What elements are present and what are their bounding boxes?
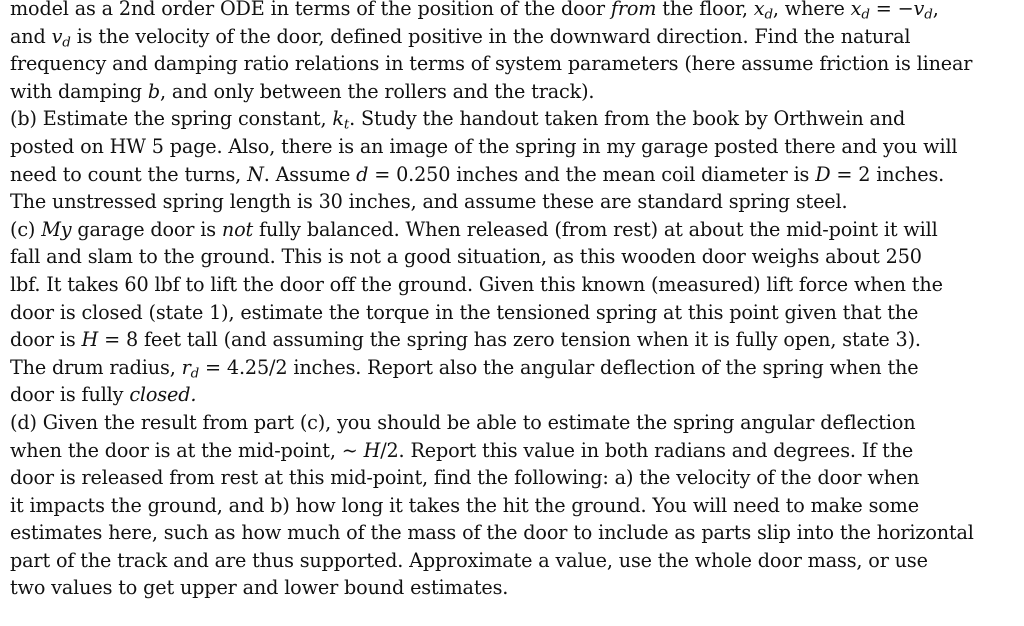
text-line [10, 574, 1014, 602]
text-segment: = 2 inches. [830, 162, 945, 186]
text-line [10, 547, 1014, 575]
text-line [10, 299, 1014, 327]
text-line [10, 105, 1014, 133]
text-segment: part of the track and are thus supported. Approximate a value, use the whole door mass, or use [10, 548, 928, 572]
text-line [10, 437, 1014, 465]
text-segment: , and only between the rollers and the track). [160, 79, 595, 103]
text-line [10, 409, 1014, 437]
text-segment: (c) [10, 217, 42, 241]
math-subscript: d [861, 7, 870, 23]
text-segment: fully balanced. When released (from rest) at about the mid-point it will [253, 217, 938, 241]
math-symbol: b [147, 79, 160, 103]
text-line [10, 381, 1014, 409]
text-line [10, 464, 1014, 492]
text-line [10, 161, 1014, 189]
text-line [10, 243, 1014, 271]
text-segment: posted on HW 5 page. Also, there is an image of the spring in my garage posted there and you will [10, 134, 958, 158]
text-segment: = 8 feet tall (and assuming the spring has zero tension when it is fully open, state 3). [98, 328, 921, 352]
text-segment: . Study the handout taken from the book by Orthwein and [349, 107, 906, 131]
text-segment: , where [772, 0, 851, 20]
emphasized-text: closed. [129, 383, 197, 407]
text-line [10, 133, 1014, 161]
text-segment: = 4.25/2 inches. Report also the angular deflection of the spring when the [199, 355, 919, 379]
text-segment: two values to get upper and lower bound estimates. [10, 576, 509, 600]
text-segment: need to count the turns, [10, 162, 248, 186]
text-segment: fall and slam to the ground. This is not a good situation, as this wooden door weighs about 250 [10, 245, 922, 269]
text-line [10, 519, 1014, 547]
text-segment: it impacts the ground, and b) how long it takes the hit the ground. You will need to make some [10, 493, 919, 517]
text-segment: (b) Estimate the spring constant, [10, 107, 333, 131]
math-symbol: H [363, 438, 381, 462]
math-symbol: N [247, 162, 264, 186]
math-symbol: v [913, 0, 925, 20]
text-segment: frequency and damping ratio relations in terms of system parameters (here assume friction is linear [10, 52, 973, 76]
math-subscript: d [764, 7, 773, 23]
math-symbol: x [753, 0, 765, 20]
math-subscript: d [924, 7, 933, 23]
text-segment: when the door is at the mid-point, ∼ [10, 438, 364, 462]
math-symbol: d [356, 162, 369, 186]
math-subscript: d [62, 34, 71, 50]
text-segment: /2. Report this value in both radians and degrees. If the [380, 438, 914, 462]
math-subscript: t [343, 117, 350, 133]
text-segment: The drum radius, [10, 355, 182, 379]
text-line [10, 50, 1014, 78]
emphasized-text: not [221, 217, 254, 241]
text-segment: The unstressed spring length is 30 inches, and assume these are standard spring steel. [10, 190, 848, 214]
text-line [10, 354, 1014, 382]
emphasized-text: My [41, 217, 72, 241]
text-segment: lbf. It takes 60 lbf to lift the door off the ground. Given this known (measured) lift force when the [10, 272, 943, 296]
text-line [10, 188, 1014, 216]
text-line [10, 78, 1014, 106]
text-line [10, 492, 1014, 520]
text-segment: the floor, [656, 0, 754, 20]
text-segment: door is closed (state 1), estimate the torque in the tensioned spring at this point given that the [10, 300, 919, 324]
math-symbol: D [815, 162, 831, 186]
text-segment: with damping [10, 79, 148, 103]
math-symbol-dot: x [851, 0, 862, 23]
math-symbol: r [181, 355, 191, 379]
text-segment: = − [869, 0, 914, 20]
math-symbol: v [51, 24, 63, 48]
text-segment: door is [10, 328, 82, 352]
problem-text [10, 0, 1014, 602]
math-symbol: H [81, 328, 99, 352]
text-segment: door is fully [10, 383, 130, 407]
text-segment: . Assume [263, 162, 357, 186]
text-line [10, 23, 1014, 51]
text-segment: = 0.250 inches and the mean coil diameter is [368, 162, 816, 186]
text-segment: garage door is [71, 217, 222, 241]
text-segment: and [10, 24, 52, 48]
math-subscript: d [190, 366, 200, 382]
text-segment: door is released from rest at this mid-point, find the following: a) the velocity of the door when [10, 466, 920, 490]
text-segment: is the velocity of the door, defined positive in the downward direction. Find the natural [70, 24, 911, 48]
math-symbol: k [332, 107, 344, 131]
text-segment: estimates here, such as how much of the mass of the door to include as parts slip into the horizontal [10, 521, 974, 545]
text-line [10, 0, 1014, 23]
text-segment: model as a 2nd order ODE in terms of the position of the door [10, 0, 611, 20]
text-line [10, 271, 1014, 299]
text-segment: (d) Given the result from part (c), you should be able to estimate the spring angular deflection [10, 410, 916, 434]
emphasized-text: from [610, 0, 657, 20]
text-segment: , [932, 0, 939, 20]
text-line [10, 216, 1014, 244]
text-line [10, 326, 1014, 354]
